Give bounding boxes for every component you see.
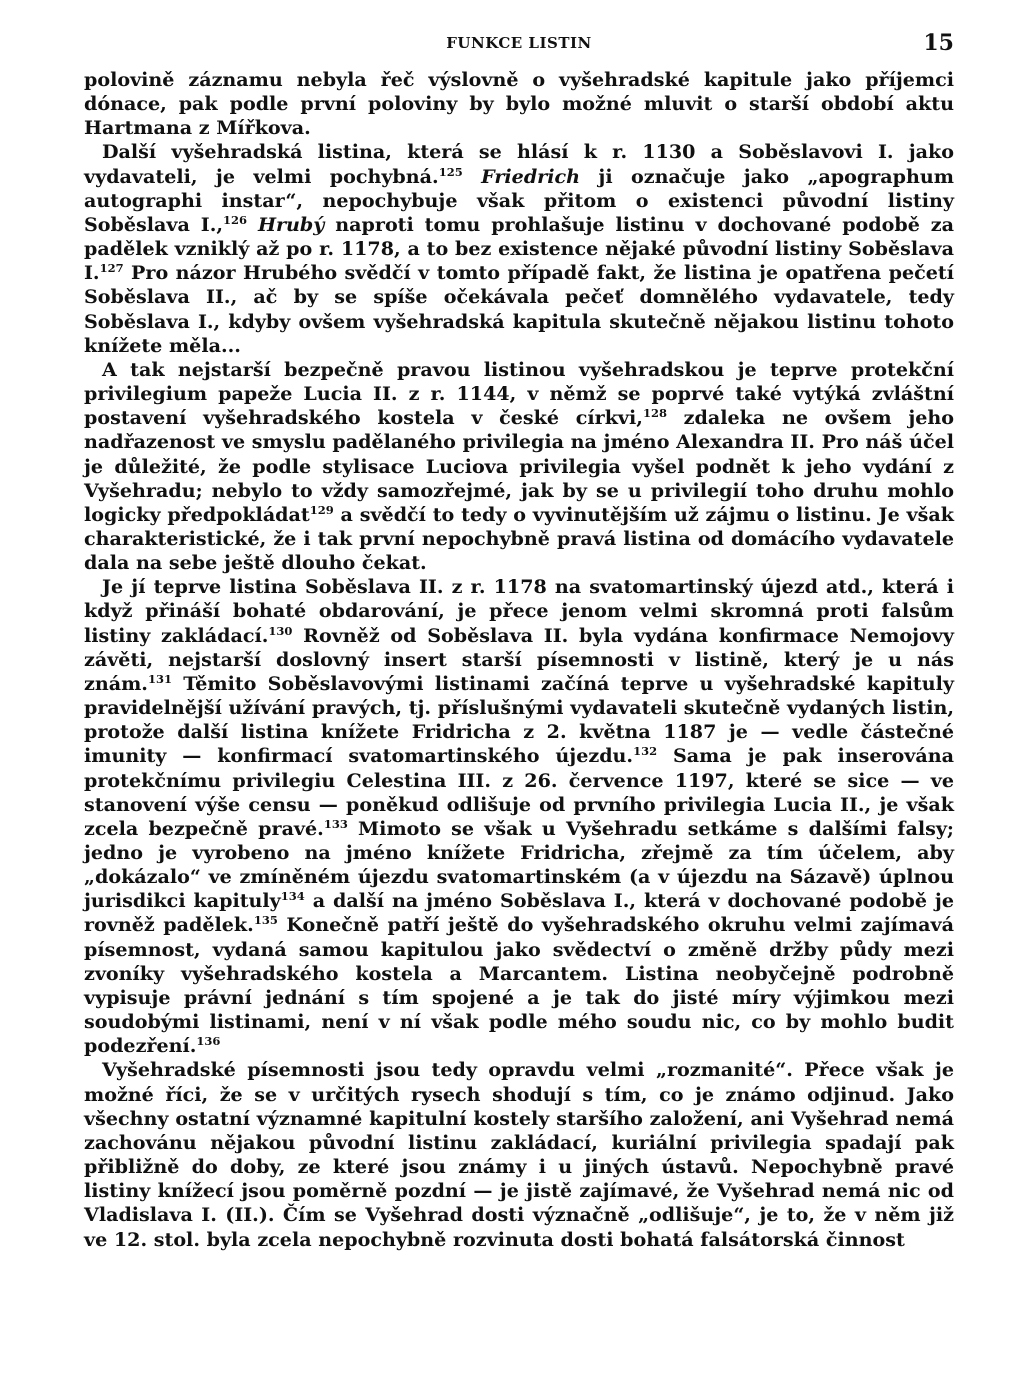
text-run: Je jí teprve listina Soběslava II. z r. 1178 na svatomartinský újezd atd., která i když přináší bohaté obdarování, je přece jenom velmi skromná proti falsům listiny zakládací. (84, 575, 954, 647)
text-run: Vyšehradské písemnosti jsou tedy opravdu velmi „rozmanité“. Přece však je možné říci, že se v určitých rysech shodují s tím, co je známo odjinud. Jako všechny ostatní významné kapitulní kostely staršího založení, ani Vyšehrad nemá zachovánu nějakou původní listinu zakládací, kuriální privilegia spadají pak přibližně do doby, ze které jsou známy i u jiných ústavů. Nepochybně pravé listiny knížecí jsou poměrně pozdní — je jistě zajímavé, že Vyšehrad nemá nic od Vladislava I. (II.). Čím se Vyšehrad dosti význačně „odlišuje“, je to, že v něm již ve 12. stol. byla zcela nepochybně rozvinuta dosti bohatá falsátorská činnost (84, 1058, 954, 1251)
text-run: Sama je pak inserována protekčnímu privilegiu Celestina III. z 26. července 1197, které se sice — ve stanovení výše censu — poněkud odlišuje od prvního privilegia Lucia II., je však zcela bezpečně pravé. (84, 744, 954, 840)
text-run: Těmito Soběslavovými listinami začíná teprve u vyšehradské kapituly pravidelnější užívání pravých, tj. příslušnými vydavateli skutečně vydaných listin, protože další listina knížete Fridricha z 2. května 1187 je — vedle částečné imunity — konfirmací svatomartinského újezdu. (84, 671, 954, 768)
text-run: Mimoto se však u Vyšehradu setkáme s dalšími falsy; jedno je vyrobeno na jméno knížete Fridricha, zřejmě za tím účelem, aby „dokázalo“ ve zmíněném újezdu svatomartinském (a v újezdu na Sázavě) úplnou jurisdikci kapituly (84, 816, 954, 913)
body-text (84, 68, 954, 1252)
page-number: 15 (923, 30, 954, 56)
paragraph (84, 140, 954, 357)
footnote-ref: 131 (147, 671, 172, 686)
text-run: a svědčí to tedy o vyvinutějším už zájmu o listinu. Je však charakteristické, že i tak první nepochybně pravá listina od domácího vydavatele dala na sebe ještě dlouho čekat. (84, 502, 954, 575)
text-run: Další vyšehradská listina, která se hlásí k r. 1130 a Soběslavovi I. jako vydavateli, je velmi pochybná. (84, 140, 954, 188)
footnote-ref: 135 (253, 913, 278, 928)
paragraph (84, 358, 954, 575)
text-run: a další na jméno Soběslava I., která v dochované podobě je rovněž padělek. (84, 889, 954, 937)
text-run: Pro názor Hrubého svědčí v tomto případě fakt, že listina je opatřena pečetí Soběslava II., ač by se spíše očekávala pečeť domnělého vydavatele, tedy Soběslava I., kdyby ovšem vyšehradská kapitula skutečně nějakou listinu tohoto knížete měla... (84, 261, 954, 357)
paragraph (84, 68, 954, 140)
footnote-ref: 130 (268, 623, 293, 638)
text-run: polovině záznamu nebyla řeč výslovně o vyšehradské kapitule jako příjemci dónace, pak podle první poloviny by bylo možné mluvit o starší období aktu Hartmana z Mířkova. (84, 68, 954, 140)
footnote-ref: 127 (99, 261, 124, 276)
footnote-ref: 136 (196, 1034, 221, 1049)
author-name: Hrubý (257, 212, 325, 236)
text-run: ji označuje jako „apographum autographi instar“, nepochybuje však přitom o existenci původní listiny Soběslava I., (84, 164, 954, 236)
text-run (463, 165, 481, 188)
text-run: Rovněž od Soběslava II. byla vydána konfirmace Nemojovy závěti, nejstarší doslovný insert starší písemnosti v listině, který je u nás znám. (84, 623, 954, 695)
text-run: naproti tomu prohlašuje listinu v dochované podobě za padělek vzniklý až po r. 1178, a to bez existence nějaké původní listiny Soběslava I. (84, 212, 954, 285)
text-run (247, 213, 258, 236)
footnote-ref: 133 (323, 816, 348, 831)
footnote-ref: 132 (633, 744, 658, 759)
text-run: Konečně patří ještě do vyšehradského okruhu velmi zajímavá písemnost, vydaná samou kapitulou jako svědectví o změně držby půdy mezi zvoníky vyšehradského kostela a Marcantem. Listina neobyčejně podrobně vypisuje právní jednání s tím spojené a je tak do jisté míry výjimkou mezi soudobými listinami, není v ní však podle mého soudu nic, co by mohlo budit podezření. (84, 913, 954, 1058)
text-run: A tak nejstarší bezpečně pravou listinou vyšehradskou je teprve protekční privilegium papeže Lucia II. z r. 1144, v němž se poprvé také vytýká zvláštní postavení vyšehradského kostela v české církvi, (84, 357, 954, 430)
footnote-ref: 134 (280, 889, 305, 904)
footnote-ref: 129 (309, 502, 334, 517)
paragraph (84, 575, 954, 1058)
author-name: Friedrich (481, 164, 580, 188)
running-title: FUNKCE LISTIN (446, 34, 592, 52)
footnote-ref: 126 (223, 212, 248, 227)
running-header (84, 30, 954, 68)
footnote-ref: 128 (642, 406, 667, 421)
paragraph (84, 1058, 954, 1251)
text-run: zdaleka ne ovšem jeho nadřazenost ve smyslu padělaného privilegia na jméno Alexandra II. Pro náš účel je důležité, že podle stylisace Luciova privilegia vyšel podnět k jeho vydání z Vyšehradu; nebylo to vždy samozřejmé, jak by se u privilegií toho druhu mohlo logicky předpokládat (84, 406, 955, 526)
footnote-ref: 125 (438, 164, 463, 179)
